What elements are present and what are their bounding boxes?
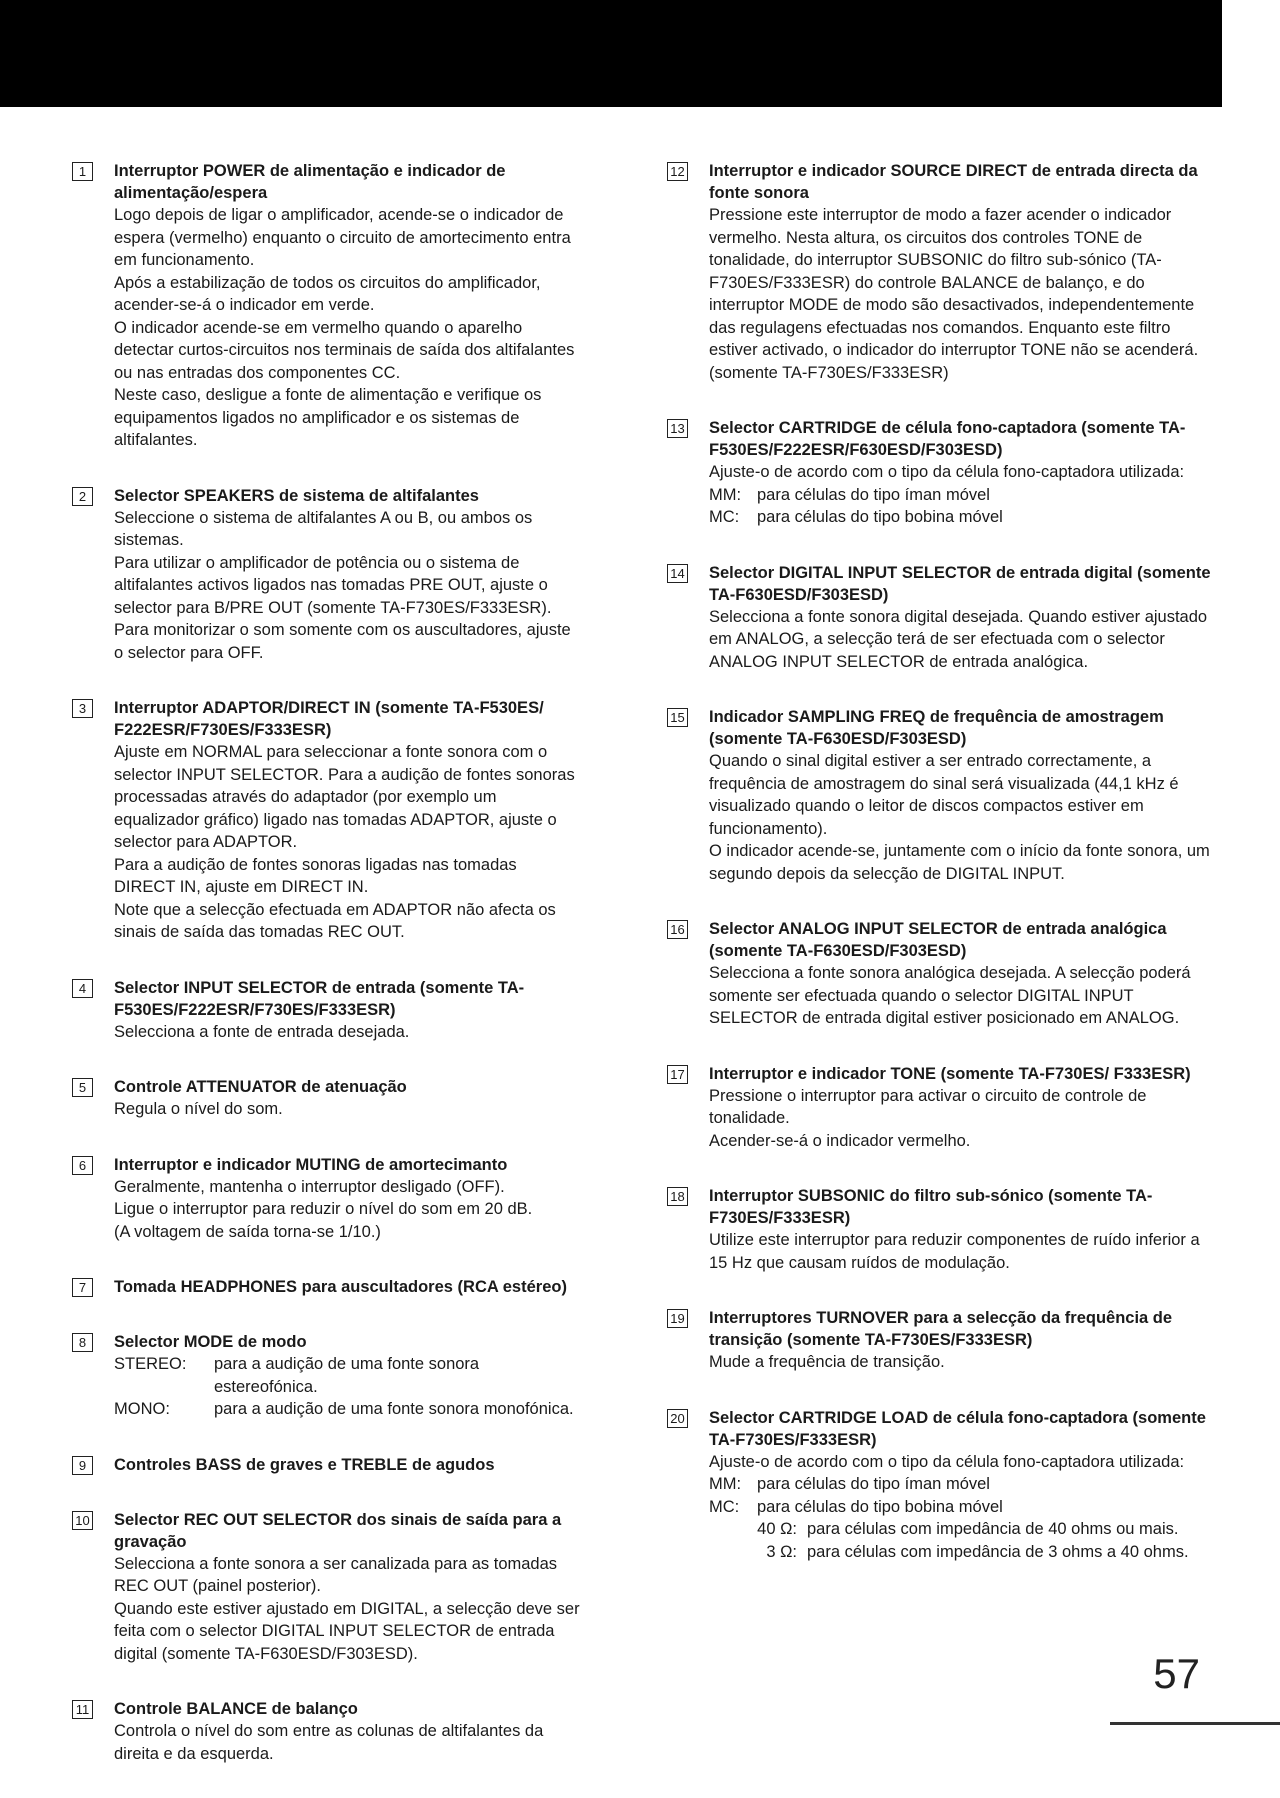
item-19 xyxy=(667,1307,1222,1374)
option-list xyxy=(709,484,1222,529)
item-number-box: 16 xyxy=(667,920,688,939)
item-17 xyxy=(667,1063,1222,1153)
item-number-box: 15 xyxy=(667,708,688,727)
item-10 xyxy=(72,1509,582,1666)
item-2 xyxy=(72,485,582,665)
item-number-box: 8 xyxy=(72,1333,93,1352)
impedance-value: para células com impedância de 40 ohms ou mais. xyxy=(807,1520,1179,1538)
item-number-box: 2 xyxy=(72,487,93,506)
item-15 xyxy=(667,706,1222,885)
item-paragraph: Geralmente, mantenha o interruptor desligado (OFF). xyxy=(114,1177,505,1196)
item-5 xyxy=(72,1076,582,1121)
item-title: Interruptor ADAPTOR/DIRECT IN (somente TA-F530ES/ F222ESR/F730ES/F333ESR) xyxy=(114,699,544,739)
item-paragraph: Logo depois de ligar o amplificador, acende-se o indicador de espera (vermelho) enquanto o circuito de amortecimento entra em funcionamento. xyxy=(114,206,571,269)
left-column xyxy=(72,160,582,1798)
item-paragraph: Selecciona a fonte sonora a ser canalizada para as tomadas REC OUT (painel posterior). xyxy=(114,1554,558,1595)
item-number-box: 10 xyxy=(72,1511,93,1530)
item-title: Interruptor e indicador TONE (somente TA-F730ES/ F333ESR) xyxy=(709,1064,1191,1083)
item-title: Selector MODE de modo xyxy=(114,1333,307,1351)
header-band xyxy=(0,0,1222,107)
item-body xyxy=(709,750,1222,885)
item-number-box: 4 xyxy=(72,979,93,998)
item-7 xyxy=(72,1276,582,1298)
item-number-box: 18 xyxy=(667,1187,688,1206)
item-paragraph: Ligue o interruptor para reduzir o nível do som em 20 dB. xyxy=(114,1200,533,1218)
item-title: Controle ATTENUATOR de atenuação xyxy=(114,1078,407,1096)
item-paragraph: Selecciona a fonte sonora digital desejada. Quando estiver ajustado em ANALOG, a selecção terá de ser efectuada com o selector ANALOG INPUT SELECTOR de entrada analógica. xyxy=(709,607,1208,671)
item-title: Interruptores TURNOVER para a selecção da frequência de transição (somente TA-F730ES/F333ESR) xyxy=(709,1309,1173,1349)
impedance-key: 40 Ω: xyxy=(757,1520,797,1538)
item-number-box: 1 xyxy=(72,162,93,181)
bottom-rule xyxy=(1110,1722,1280,1725)
item-paragraph: Neste caso, desligue a fonte de alimentação e verifique os equipamentos ligados no amplificador e os sistemas de altifalantes. xyxy=(114,386,542,449)
item-paragraph: Selecciona a fonte de entrada desejada. xyxy=(114,1022,410,1041)
item-paragraph: Para a audição de fontes sonoras ligadas nas tomadas DIRECT IN, ajuste em DIRECT IN. xyxy=(114,855,517,896)
item-number-box: 3 xyxy=(72,699,93,718)
item-body xyxy=(709,204,1222,384)
option-value: para células do tipo íman móvel xyxy=(757,1475,990,1493)
item-4 xyxy=(72,977,582,1044)
item-body xyxy=(114,1553,582,1666)
item-title: Selector REC OUT SELECTOR dos sinais de saída para a gravação xyxy=(114,1510,562,1551)
item-number-box: 7 xyxy=(72,1278,93,1297)
item-8 xyxy=(72,1331,582,1421)
item-title: Selector DIGITAL INPUT SELECTOR de entrada digital (somente TA-F630ESD/F303ESD) xyxy=(709,563,1211,604)
item-body xyxy=(114,204,582,452)
item-body xyxy=(709,1085,1222,1153)
page-number: 57 xyxy=(1153,1650,1200,1697)
item-paragraph: Após a estabilização de todos os circuitos do amplificador, acender-se-á o indicador em verde. xyxy=(114,273,541,314)
item-title: Selector ANALOG INPUT SELECTOR de entrada analógica (somente TA-F630ESD/F303ESD) xyxy=(709,920,1167,960)
item-body xyxy=(709,962,1222,1030)
option-key: MC: xyxy=(709,1497,740,1516)
item-paragraph: Seleccione o sistema de altifalantes A ou B, ou ambos os sistemas. xyxy=(114,508,533,549)
item-paragraph: Para utilizar o amplificador de potência ou o sistema de altifalantes activos ligados nas tomadas PRE OUT, ajuste o selector para B/PRE OUT (somente TA-F730ES/F333ESR). xyxy=(114,553,552,617)
option-value: para a audição de uma fonte sonora monofónica. xyxy=(214,1400,574,1418)
right-column xyxy=(667,160,1222,1596)
item-number-box: 13 xyxy=(667,419,688,438)
item-12 xyxy=(667,160,1222,384)
item-paragraph: Ajuste em NORMAL para seleccionar a fonte sonora com o selector INPUT SELECTOR. Para a audição de fontes sonoras processadas através do adaptador (por exemplo um equalizador gráfico) ligado nas tomadas ADAPTOR, ajuste o selector para ADAPTOR. xyxy=(114,743,575,851)
option-list xyxy=(709,1473,1222,1518)
item-body xyxy=(114,1098,582,1121)
item-number-box: 17 xyxy=(667,1065,688,1084)
item-18 xyxy=(667,1185,1222,1274)
item-number-box: 20 xyxy=(667,1409,688,1428)
item-paragraph: (A voltagem de saída torna-se 1/10.) xyxy=(114,1222,381,1241)
item-paragraph: Acender-se-á o indicador vermelho. xyxy=(709,1131,971,1150)
item-body xyxy=(114,1720,582,1765)
item-paragraph: Ajuste-o de acordo com o tipo da célula fono-captadora utilizada: xyxy=(709,463,1185,481)
item-paragraph: Pressione este interruptor de modo a fazer acender o indicador vermelho. Nesta altura, os circuitos dos controles TONE de tonalidade, do interruptor SUBSONIC do filtro sub-sónico (TA-F730ES/F333ESR) do controle BALANCE de balanço, e do interruptor MODE de modo são desactivados, independentemente das regulagens efectuadas nos comandos. Enquanto este filtro estiver activado, o indicador do interruptor TONE não se acenderá. (somente TA-F730ES/F333ESR) xyxy=(709,206,1199,382)
option-value: para células do tipo bobina móvel xyxy=(757,508,1003,526)
item-paragraph: Utilize este interruptor para reduzir componentes de ruído inferior a 15 Hz que causam ruídos de modulação. xyxy=(709,1231,1200,1272)
item-paragraph: Ajuste-o de acordo com o tipo da célula fono-captadora utilizada: xyxy=(709,1452,1185,1471)
item-body xyxy=(114,1176,582,1244)
item-1 xyxy=(72,160,582,452)
impedance-key: 3 Ω: xyxy=(766,1542,797,1561)
item-title: Interruptor POWER de alimentação e indicador de alimentação/espera xyxy=(114,162,506,202)
item-16 xyxy=(667,918,1222,1030)
impedance-list xyxy=(747,1518,1222,1563)
item-paragraph: Para monitorizar o som somente com os auscultadores, ajuste o selector para OFF. xyxy=(114,621,571,662)
item-title: Controles BASS de graves e TREBLE de agudos xyxy=(114,1455,495,1474)
item-body xyxy=(114,507,582,665)
item-body xyxy=(114,741,582,944)
item-6 xyxy=(72,1154,582,1244)
item-number-box: 6 xyxy=(72,1156,93,1175)
item-paragraph: Controla o nível do som entre as colunas de altifalantes da direita e da esquerda. xyxy=(114,1722,544,1763)
item-title: Indicador SAMPLING FREQ de frequência de amostragem (somente TA-F630ESD/F303ESD) xyxy=(709,708,1164,748)
item-paragraph: Regula o nível do som. xyxy=(114,1100,283,1118)
option-list xyxy=(114,1353,582,1421)
item-9 xyxy=(72,1454,582,1476)
item-number-box: 11 xyxy=(72,1700,93,1719)
item-body xyxy=(709,1451,1222,1474)
item-number-box: 14 xyxy=(667,564,688,583)
item-title: Selector SPEAKERS de sistema de altifalantes xyxy=(114,486,479,505)
item-body xyxy=(709,461,1222,484)
item-number-box: 12 xyxy=(667,162,688,181)
option-key: MM: xyxy=(709,1475,742,1493)
item-3 xyxy=(72,697,582,944)
item-paragraph: Note que a selecção efectuada em ADAPTOR não afecta os sinais de saída das tomadas REC OUT. xyxy=(114,900,556,941)
option-value: para a audição de uma fonte sonora estereofónica. xyxy=(214,1355,480,1396)
item-paragraph: Mude a frequência de transição. xyxy=(709,1353,945,1371)
item-body xyxy=(114,1021,582,1044)
item-number-box: 5 xyxy=(72,1078,93,1097)
item-paragraph: O indicador acende-se, juntamente com o início da fonte sonora, um segundo depois da selecção de DIGITAL INPUT. xyxy=(709,842,1210,883)
option-key: MONO: xyxy=(114,1400,170,1418)
item-title: Interruptor e indicador MUTING de amortecimanto xyxy=(114,1155,508,1174)
item-title: Interruptor e indicador SOURCE DIRECT de entrada directa da fonte sonora xyxy=(709,162,1198,202)
item-13 xyxy=(667,417,1222,529)
item-body xyxy=(709,606,1222,674)
item-number-box: 19 xyxy=(667,1309,688,1328)
item-title: Tomada HEADPHONES para auscultadores (RCA estéreo) xyxy=(114,1278,567,1296)
item-title: Controle BALANCE de balanço xyxy=(114,1700,358,1718)
item-paragraph: Pressione o interruptor para activar o circuito de controle de tonalidade. xyxy=(709,1086,1147,1127)
item-body xyxy=(709,1229,1222,1274)
item-title: Selector CARTRIDGE de célula fono-captadora (somente TA-F530ES/F222ESR/F630ESD/F303ESD) xyxy=(709,419,1186,459)
option-value: para células do tipo bobina móvel xyxy=(757,1497,1003,1516)
option-key: STEREO: xyxy=(114,1355,187,1373)
impedance-value: para células com impedância de 3 ohms a 40 ohms. xyxy=(807,1542,1189,1561)
item-14 xyxy=(667,562,1222,674)
item-paragraph: Quando este estiver ajustado em DIGITAL, a selecção deve ser feita com o selector DIGITAL INPUT SELECTOR de entrada digital (somente TA-F630ESD/F303ESD). xyxy=(114,1599,580,1663)
item-title: Selector INPUT SELECTOR de entrada (somente TA-F530ES/F222ESR/F730ES/F333ESR) xyxy=(114,978,525,1019)
item-body xyxy=(709,1351,1222,1374)
item-paragraph: O indicador acende-se em vermelho quando o aparelho detectar curtos-circuitos nos terminais de saída dos altifalantes ou nas entradas dos componentes CC. xyxy=(114,318,575,382)
item-title: Interruptor SUBSONIC do filtro sub-sónico (somente TA-F730ES/F333ESR) xyxy=(709,1187,1153,1227)
option-key: MC: xyxy=(709,508,740,526)
option-key: MM: xyxy=(709,485,742,504)
item-title: Selector CARTRIDGE LOAD de célula fono-captadora (somente TA-F730ES/F333ESR) xyxy=(709,1408,1206,1449)
item-paragraph: Quando o sinal digital estiver a ser entrado correctamente, a frequência de amostragem do sinal será visualizada (44,1 kHz é visualizado quando o leitor de discos compactos estiver em funcionamento). xyxy=(709,752,1179,838)
item-20 xyxy=(667,1407,1222,1564)
item-paragraph: Selecciona a fonte sonora analógica desejada. A selecção poderá somente ser efectuada quando o selector DIGITAL INPUT SELECTOR de entrada digital estiver posicionado em ANALOG. xyxy=(709,964,1191,1027)
option-value: para células do tipo íman móvel xyxy=(757,485,990,504)
item-number-box: 9 xyxy=(72,1456,93,1475)
